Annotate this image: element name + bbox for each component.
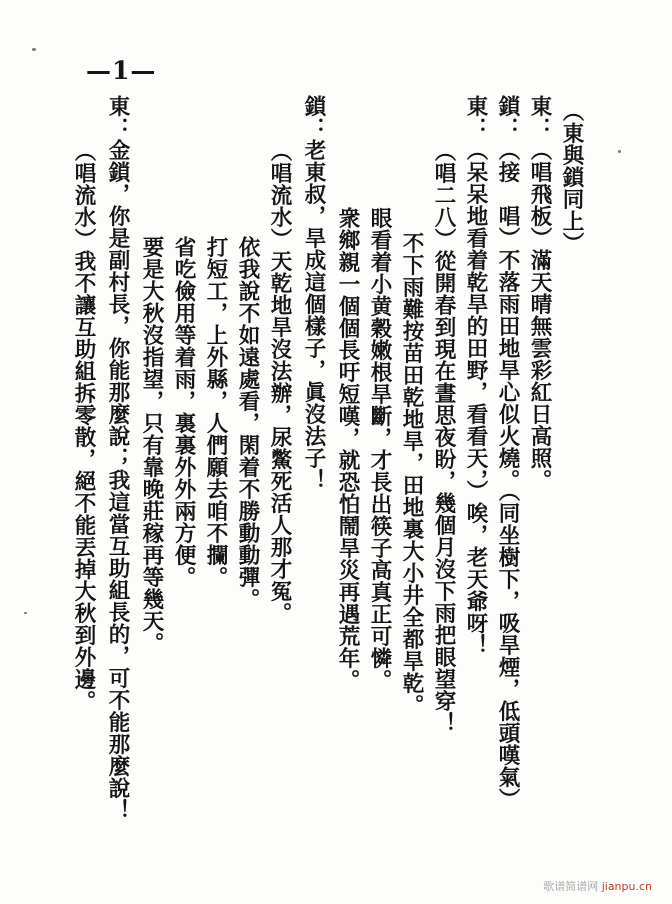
text-column-song: （唱二八）從開春到現在晝思夜盼，幾個月沒下雨把眼望穿！ bbox=[431, 140, 456, 734]
text-column-dialogue: 鎖：（接 唱）不落雨田地旱心似火燒。（同坐樹下，吸旱煙，低頭嘆氣） bbox=[495, 95, 520, 811]
scan-speck bbox=[32, 48, 36, 51]
scan-speck bbox=[618, 150, 621, 153]
watermark-url: jianpu.cn bbox=[601, 880, 652, 893]
text-column-song: 打短工，上外縣，人們願去咱不攔。 bbox=[203, 236, 228, 588]
text-column-song: 衆鄉親一個個長吁短嘆，就恐怕鬧旱災再遇荒年。 bbox=[335, 207, 360, 691]
text-column-song: 依我說不如遠處看，閑着不勝動動彈。 bbox=[235, 236, 260, 610]
watermark bbox=[543, 878, 652, 894]
scan-speck bbox=[24, 612, 27, 614]
text-column-dialogue: 東：金鎖，你是副村長，你能那麼說；我這當互助組長的，可不能那麼說！ bbox=[105, 95, 130, 821]
text-column-dialogue: 東：（唱飛板）滿天晴無雲彩紅日高照。 bbox=[527, 95, 552, 491]
text-column-stage-direction: （東與鎖同上） bbox=[559, 100, 584, 254]
text-column-song: 省吃儉用等着雨，裏裏外外兩方便。 bbox=[171, 236, 196, 588]
text-column-song: （唱流水）天乾地旱沒法辦，尿鱉死活人那才冤。 bbox=[267, 140, 292, 624]
text-column-song: 不下雨難按苗田乾地旱，田地裏大小井全都旱乾。 bbox=[399, 232, 424, 716]
text-column-song: 眼看着小黄穀嫩根旱斷，才長出筷子高真正可憐。 bbox=[367, 207, 392, 691]
watermark-prefix: 歌谱简谱网 bbox=[543, 880, 602, 893]
page-number: —1— bbox=[86, 56, 157, 85]
text-column-dialogue: 東：（呆呆地看着乾旱的田野，看看天，）唉，老天爺呀！ bbox=[463, 95, 488, 657]
text-column-dialogue: 鎖：老東叔，旱成這個樣子，眞沒法子！ bbox=[301, 95, 326, 491]
text-column-song: 要是大秋沒指望，只有靠晚莊稼再等幾天。 bbox=[139, 236, 164, 654]
text-column-song: （唱流水）我不讓互助組拆零散，絕不能丟掉大秋到外邊。 bbox=[71, 140, 96, 712]
